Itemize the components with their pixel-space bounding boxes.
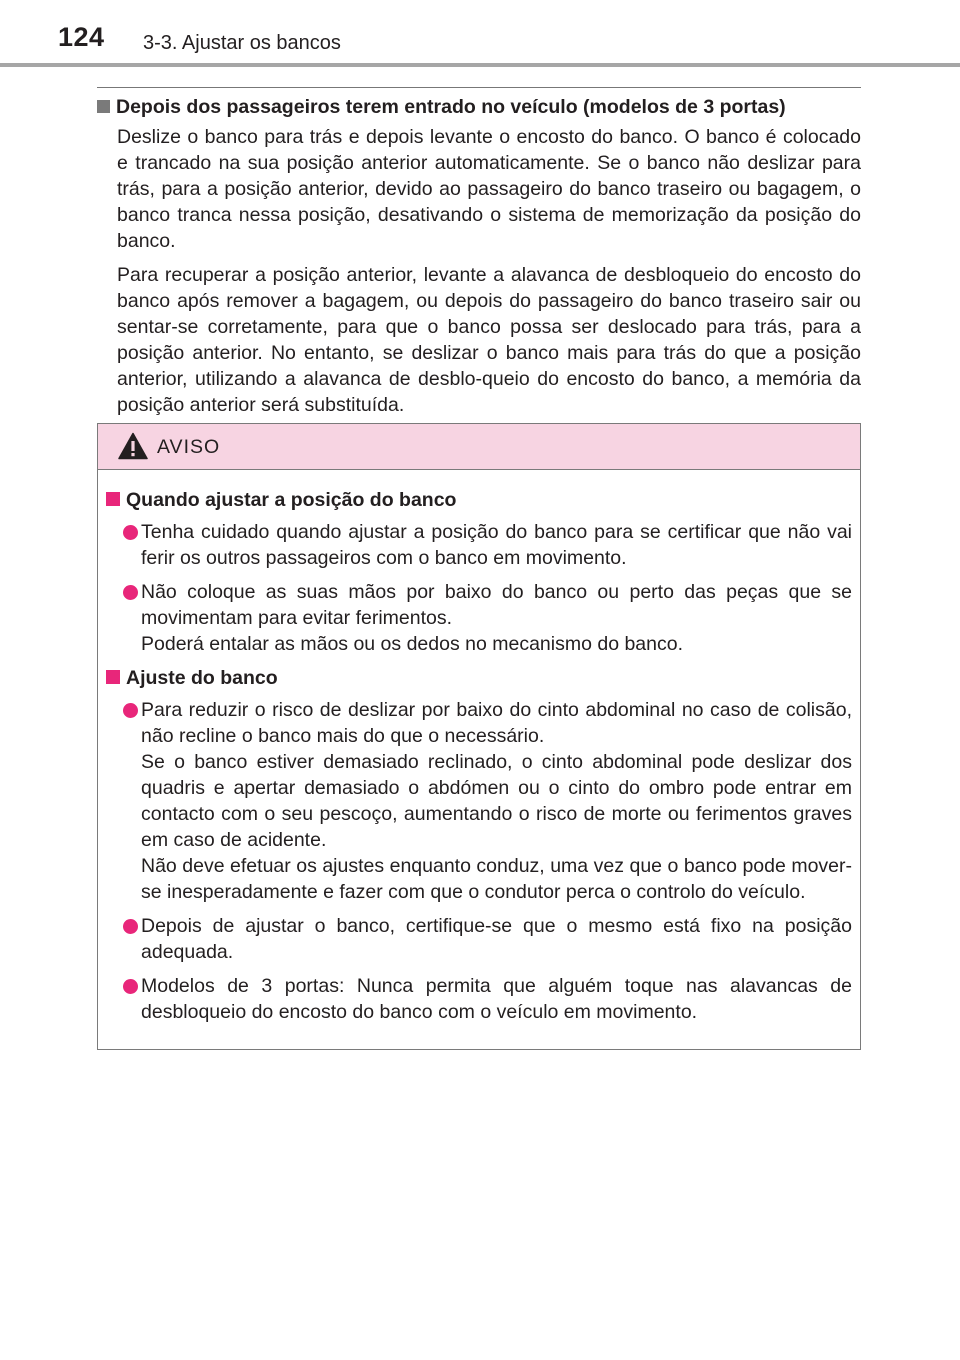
warning-section-heading-text: Quando ajustar a posição do banco: [126, 489, 457, 511]
header-divider: [0, 63, 960, 67]
main-content: [97, 94, 861, 418]
warning-box: [97, 423, 861, 1050]
list-item-text: Se o banco estiver demasiado reclinado, o cinto abdominal pode deslizar dos quadris e apertar demasiado o abdómen ou o cinto do ombro pode entrar em contacto com o seu pescoço, aumentando o risco de morte ou ferimentos graves em caso de acidente.: [141, 751, 852, 851]
square-bullet-icon: [97, 100, 110, 113]
circle-bullet-icon: [123, 703, 138, 718]
warning-body: [98, 470, 860, 1025]
list-item: [106, 697, 852, 905]
list-item-text: Tenha cuidado quando ajustar a posição do banco para se certificar que não vai ferir os outros passageiros com o banco em movimento.: [141, 521, 852, 569]
circle-bullet-icon: [123, 979, 138, 994]
warning-title: AVISO: [157, 436, 221, 458]
square-bullet-icon: [106, 670, 120, 684]
sub-heading-text: Depois dos passageiros terem entrado no veículo (modelos de 3 portas): [116, 96, 786, 118]
content-divider: [97, 87, 861, 88]
circle-bullet-icon: [123, 919, 138, 934]
warning-header: [98, 424, 860, 470]
circle-bullet-icon: [123, 585, 138, 600]
list-item-text: Para reduzir o risco de deslizar por baixo do cinto abdominal no caso de colisão, não recline o banco mais do que o necessário.: [141, 699, 852, 747]
warning-list: [106, 697, 852, 1025]
warning-list: [106, 519, 852, 657]
warning-section-heading: [106, 487, 852, 513]
page-number: 124: [58, 22, 105, 52]
page-header: [0, 0, 960, 68]
paragraph: Deslize o banco para trás e depois levante o encosto do banco. O banco é colocado e trancado na sua posição anterior automaticamente. Se o banco não deslizar para trás, para a posição anterior, devido ao passageiro do banco traseiro ou bagagem, o banco tranca nessa posição, desativando o sistema de memorização da posição do banco.: [117, 126, 861, 252]
list-item-text: Não coloque as suas mãos por baixo do banco ou perto das peças que se movimentam para evitar ferimentos.: [141, 581, 852, 629]
paragraph: Para recuperar a posição anterior, levante a alavanca de desbloqueio do encosto do banco após remover a bagagem, ou depois do passageiro do banco traseiro sair ou sentar-se corretamente, para que o banco possa ser deslocado para trás, para a posição anterior. No entanto, se deslizar o banco mais para trás do que a posição anterior, utilizando a alavanca de desblo-queio do encosto do banco, a memória da posição anterior será substituída.: [117, 264, 861, 416]
sub-heading: [97, 94, 861, 120]
list-item-text: Poderá entalar as mãos ou os dedos no mecanismo do banco.: [141, 633, 684, 655]
list-item: [106, 913, 852, 965]
list-item-text: Modelos de 3 portas: Nunca permita que alguém toque nas alavancas de desbloqueio do encosto do banco com o veículo em movimento.: [141, 975, 852, 1023]
warning-section-heading: [106, 665, 852, 691]
section-title: 3-3. Ajustar os bancos: [143, 32, 341, 54]
list-item: [106, 579, 852, 657]
warning-triangle-icon: [118, 432, 148, 460]
square-bullet-icon: [106, 492, 120, 506]
list-item-text: Depois de ajustar o banco, certifique-se que o mesmo está fixo na posição adequada.: [141, 915, 852, 963]
list-item: [106, 973, 852, 1025]
list-item: [106, 519, 852, 571]
warning-section-heading-text: Ajuste do banco: [126, 667, 278, 689]
circle-bullet-icon: [123, 525, 138, 540]
list-item-text: Não deve efetuar os ajustes enquanto conduz, uma vez que o banco pode mover-se inesperadamente e fazer com que o condutor perca o controlo do veículo.: [141, 855, 852, 903]
